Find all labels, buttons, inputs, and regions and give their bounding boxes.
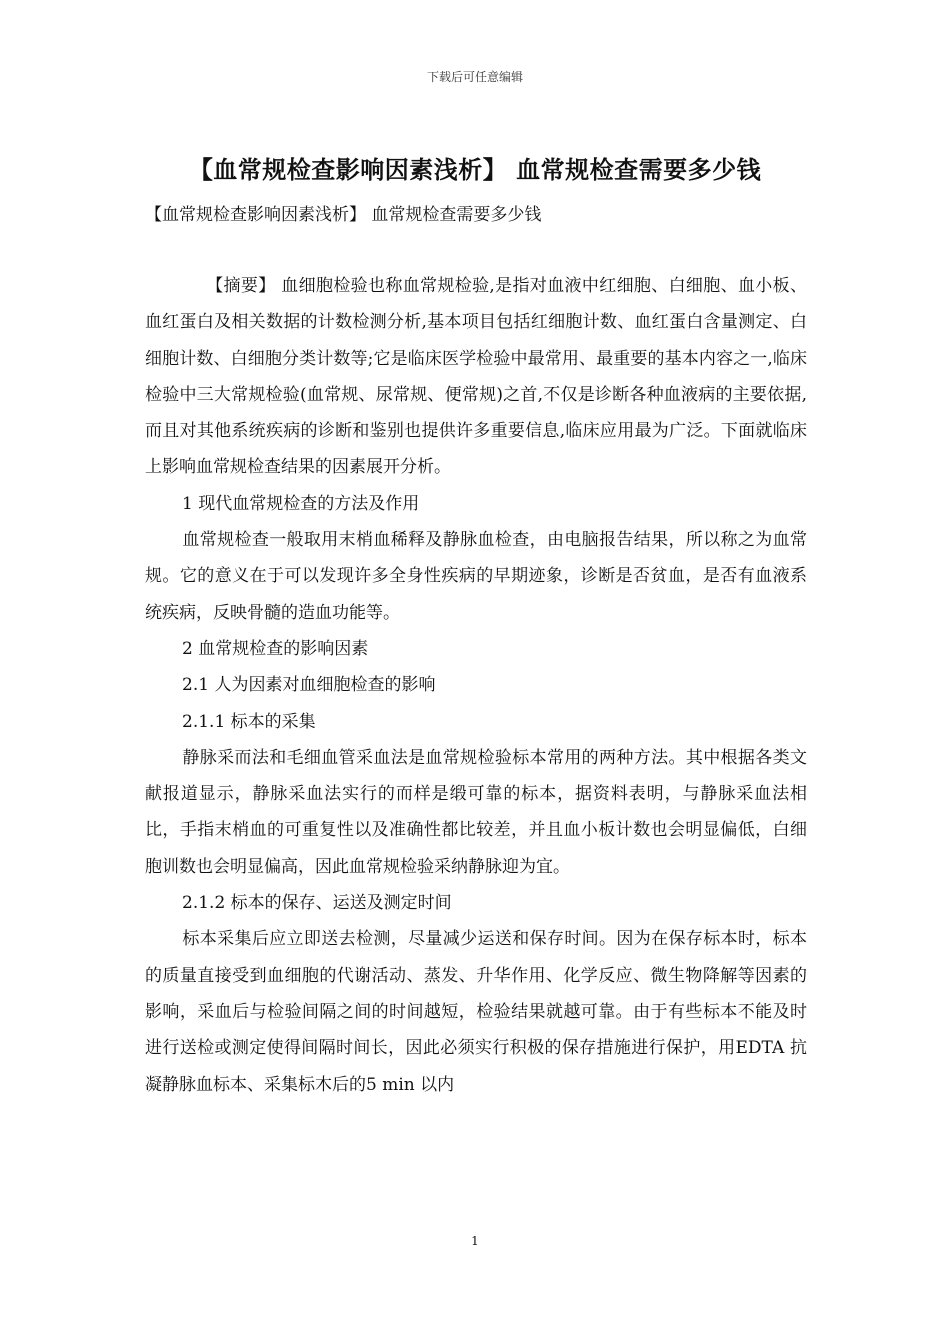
document-title: 【血常规检查影响因素浅析】 血常规检查需要多少钱: [188, 156, 762, 184]
section-heading-2-1-2: 2.1.2 标本的保存、运送及测定时间: [182, 893, 452, 914]
section-heading-1: 1 现代血常规检查的方法及作用: [182, 493, 420, 514]
document-body: [145, 268, 807, 1103]
header-note: 下载后可任意编辑: [426, 70, 523, 84]
section-paragraph-1: 血常规检查一般取用末梢血稀释及静脉血检查，由电脑报告结果，所以称之为血常规。它的意义在于可以发现许多全身性疾病的早期迹象，诊断是否贫血，是否有血液系统疾病，反映骨髓的造血功能等。: [145, 530, 807, 623]
section-paragraph-2-1-2: 标本采集后应立即送去检测，尽量减少运送和保存时间。因为在保存标本时，标本的质量直接受到血细胞的代谢活动、蒸发、升华作用、化学反应、微生物降解等因素的影响，采血后与检验间隔之间的时间越短，检验结果就越可靠。由于有些标本不能及时进行送检或测定使得间隔时间长，因此必须实行积极的保存措施进行保护，用EDTA 抗凝静脉血标本、采集标木后的5 min 以内: [145, 929, 807, 1095]
document-subtitle: 【血常规检查影响因素浅析】 血常规检查需要多少钱: [145, 205, 542, 225]
section-heading-2-1-1: 2.1.1 标本的采集: [182, 711, 316, 732]
abstract-paragraph: 【摘要】 血细胞检验也称血常规检验,是指对血液中红细胞、白细胞、血小板、血红蛋白及相关数据的计数检测分析,基本项目包括红细胞计数、血红蛋白含量测定、白细胞计数、白细胞分类计数等;它是临床医学检验中最常用、最重要的基本内容之一,临床检验中三大常规检验(血常规、尿常规、便常规)之首,不仅是诊断各种血液病的主要依据,而且对其他系统疾病的诊断和鉴别也提供许多重要信息,临床应用最为广泛。下面就临床上影响血常规检查结果的因素展开分析。: [145, 276, 807, 478]
section-paragraph-2-1-1: 静脉采而法和毛细血管采血法是血常规检验标本常用的两种方法。其中根据各类文献报道显示，静脉采血法实行的而样是缎可靠的标本，据资料表明，与静脉采血法相比，手指末梢血的可重复性以及准确性都比较差，并且血小板计数也会明显偏低，白细胞训数也会明显偏高，因此血常规检验采纳静脉迎为宜。: [145, 747, 807, 877]
page-number: 1: [471, 1234, 479, 1248]
section-heading-2-1: 2.1 人为因素对血细胞检查的影响: [182, 675, 436, 696]
section-heading-2: 2 血常规检查的影响因素: [182, 638, 369, 659]
